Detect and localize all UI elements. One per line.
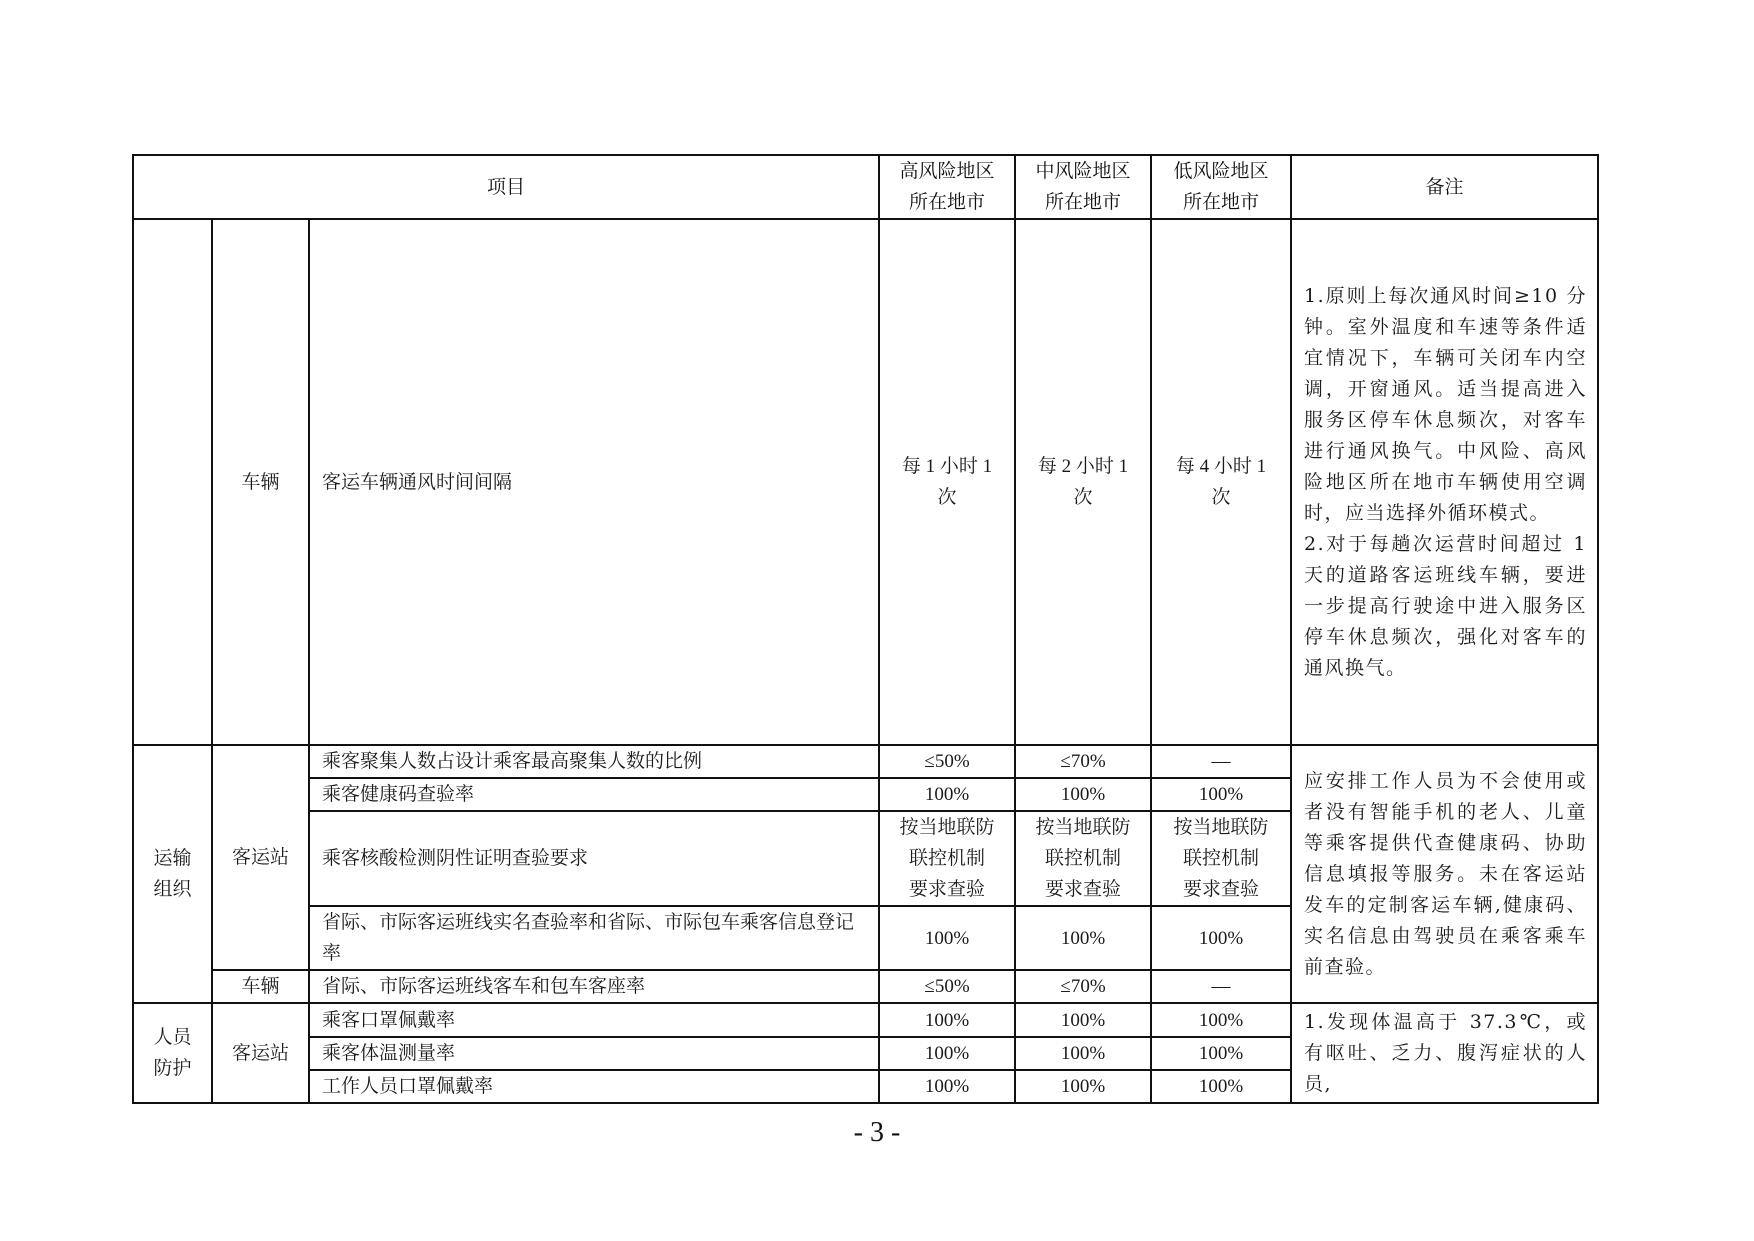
subcategory-cell: 车辆 (212, 219, 309, 745)
item-cell: 省际、市际客运班线客车和包车客座率 (309, 970, 879, 1003)
table-row (133, 1003, 1598, 1037)
low-risk-value: 100% (1151, 1070, 1291, 1103)
high-risk-value: 按当地联防 联控机制 要求查验 (879, 811, 1015, 906)
mid-risk-value: 100% (1015, 778, 1151, 811)
header-high-risk: 高风险地区 所在地市 (879, 155, 1015, 219)
item-cell: 乘客口罩佩戴率 (309, 1003, 879, 1037)
header-low-risk: 低风险地区 所在地市 (1151, 155, 1291, 219)
low-risk-value: 100% (1151, 1037, 1291, 1070)
remarks-cell: 1.原则上每次通风时间≥10 分钟。室外温度和车速等条件适宜情况下，车辆可关闭车内空调，开窗通风。适当提高进入服务区停车休息频次，对客车进行通风换气。中风险、高风险地区所在地市车辆使用空调时，应当选择外循环模式。 2.对于每趟次运营时间超过 1 天的道路客运班线车辆，要进一步提高行驶途中进入服务区停车休息频次，强化对客车的通风换气。 (1291, 219, 1598, 745)
low-risk-value: 100% (1151, 1003, 1291, 1037)
subcategory-station: 客运站 (212, 1003, 309, 1103)
high-risk-value: 100% (879, 906, 1015, 970)
category-transport-org: 运输 组织 (133, 745, 212, 1003)
item-cell: 乘客核酸检测阴性证明查验要求 (309, 811, 879, 906)
page-number: - 3 - (853, 1117, 901, 1148)
mid-risk-value: ≤70% (1015, 970, 1151, 1003)
category-cell-empty (133, 219, 212, 745)
low-risk-value: 每 4 小时 1 次 (1151, 219, 1291, 745)
high-risk-value: 每 1 小时 1 次 (879, 219, 1015, 745)
high-risk-value: 100% (879, 778, 1015, 811)
high-risk-value: ≤50% (879, 970, 1015, 1003)
mid-risk-value: 100% (1015, 1070, 1151, 1103)
category-personnel: 人员 防护 (133, 1003, 212, 1103)
low-risk-value: 100% (1151, 778, 1291, 811)
high-risk-value: 100% (879, 1003, 1015, 1037)
item-cell: 乘客健康码查验率 (309, 778, 879, 811)
low-risk-value: — (1151, 745, 1291, 778)
remarks-cell: 1.发现体温高于 37.3℃，或有呕吐、乏力、腹泻症状的人员, (1291, 1003, 1598, 1103)
mid-risk-value: 按当地联防 联控机制 要求查验 (1015, 811, 1151, 906)
mid-risk-value: 100% (1015, 1037, 1151, 1070)
mid-risk-value: 每 2 小时 1 次 (1015, 219, 1151, 745)
header-remarks: 备注 (1291, 155, 1598, 219)
high-risk-value: 100% (879, 1070, 1015, 1103)
table-row (133, 219, 1598, 745)
item-cell: 工作人员口罩佩戴率 (309, 1070, 879, 1103)
subcategory-vehicle: 车辆 (212, 970, 309, 1003)
remarks-cell: 应安排工作人员为不会使用或者没有智能手机的老人、儿童等乘客提供代查健康码、协助信息填报等服务。未在客运站发车的定制客运车辆,健康码、实名信息由驾驶员在乘客乘车前查验。 (1291, 745, 1598, 1003)
low-risk-value: 按当地联防 联控机制 要求查验 (1151, 811, 1291, 906)
high-risk-value: 100% (879, 1037, 1015, 1070)
header-item: 项目 (133, 155, 879, 219)
subcategory-station: 客运站 (212, 745, 309, 970)
item-cell: 乘客聚集人数占设计乘客最高聚集人数的比例 (309, 745, 879, 778)
risk-measures-table (132, 154, 1599, 1104)
item-cell: 省际、市际客运班线实名查验率和省际、市际包车乘客信息登记率 (309, 906, 879, 970)
mid-risk-value: ≤70% (1015, 745, 1151, 778)
high-risk-value: ≤50% (879, 745, 1015, 778)
item-cell: 客运车辆通风时间间隔 (309, 219, 879, 745)
mid-risk-value: 100% (1015, 1003, 1151, 1037)
table-header-row (133, 155, 1598, 219)
header-mid-risk: 中风险地区 所在地市 (1015, 155, 1151, 219)
low-risk-value: — (1151, 970, 1291, 1003)
item-cell: 乘客体温测量率 (309, 1037, 879, 1070)
table-row (133, 745, 1598, 778)
low-risk-value: 100% (1151, 906, 1291, 970)
mid-risk-value: 100% (1015, 906, 1151, 970)
